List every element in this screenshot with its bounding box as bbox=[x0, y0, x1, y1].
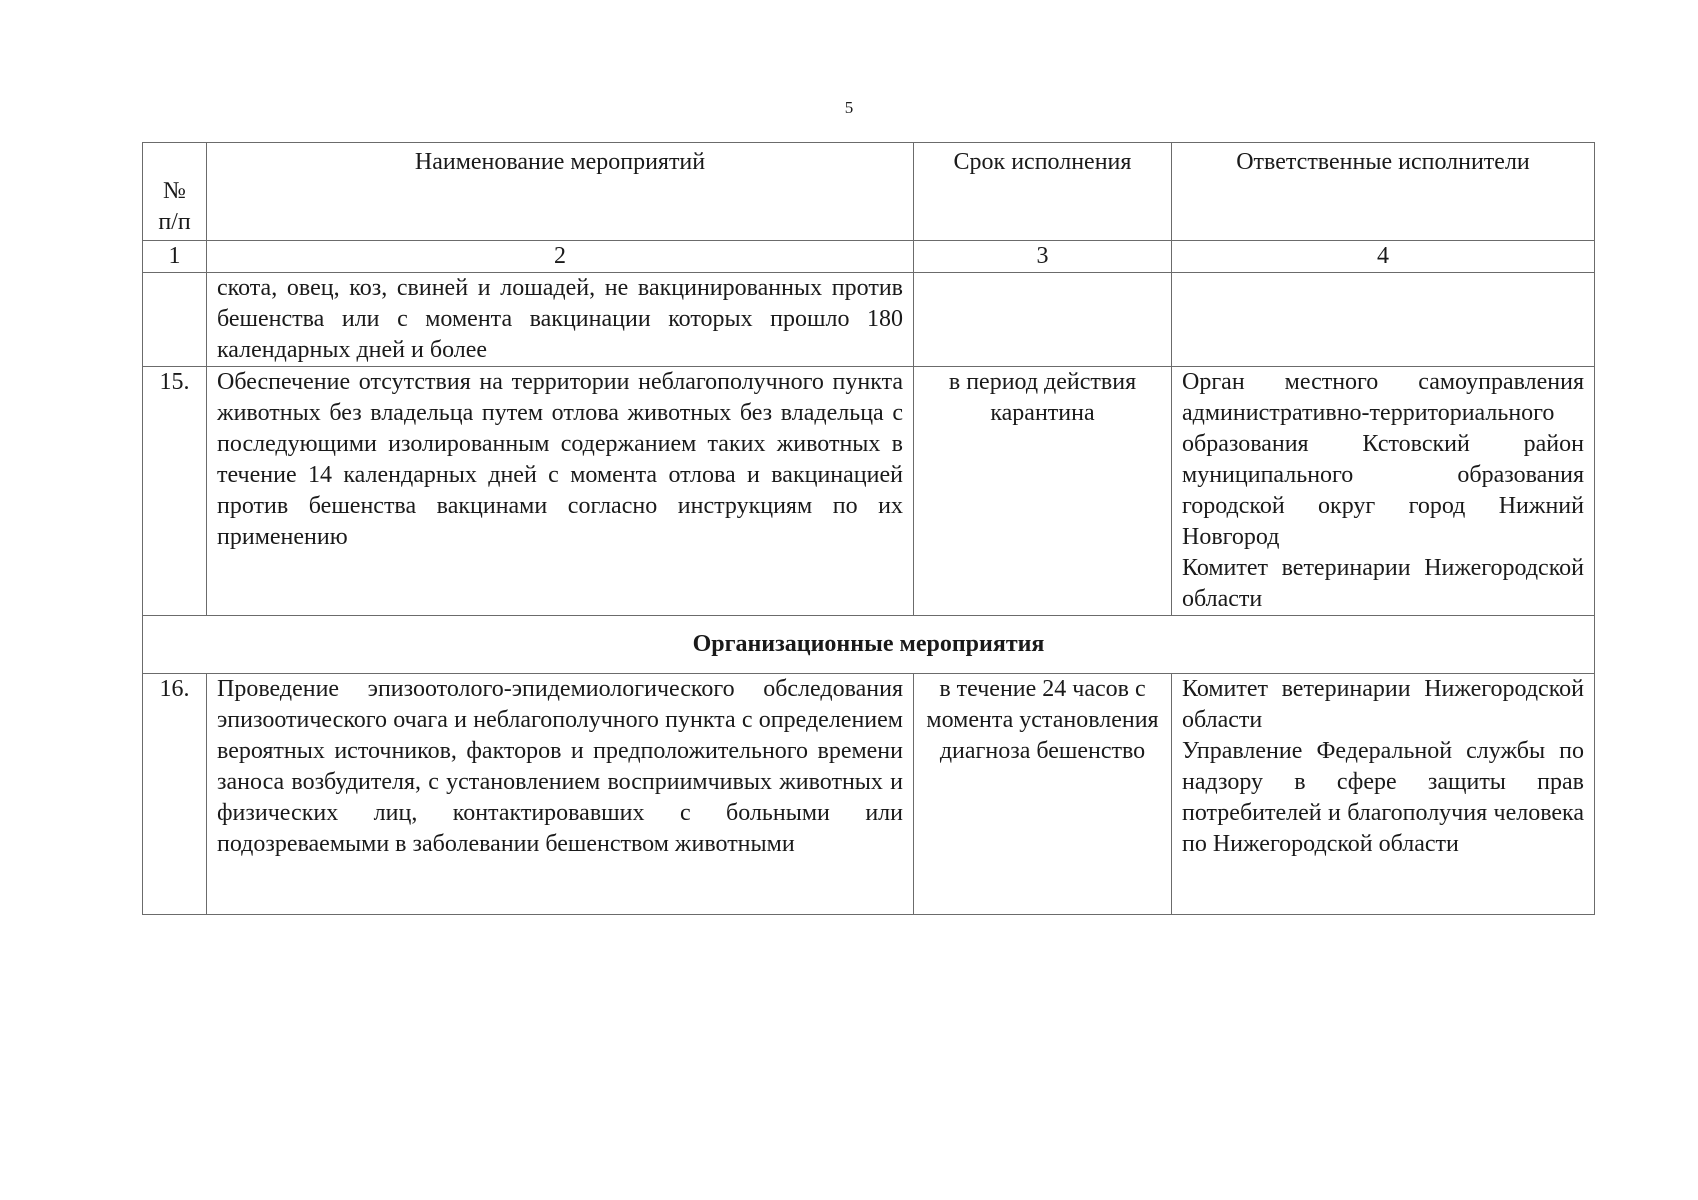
header-measure-name: Наименование мероприятий bbox=[207, 143, 914, 241]
row-number: 15. bbox=[143, 367, 207, 616]
header-number-sign: № bbox=[163, 178, 186, 204]
measures-table bbox=[142, 142, 1595, 915]
measure-term: в течение 24 часов с момента установления диагноза бешенство bbox=[914, 674, 1172, 915]
responsible-entity: Комитет ветеринарии Нижегородской области bbox=[1182, 555, 1584, 612]
column-index-2: 2 bbox=[207, 241, 914, 273]
table-header-row bbox=[143, 143, 1595, 241]
column-index-1: 1 bbox=[143, 241, 207, 273]
header-responsible: Ответственные исполнители bbox=[1172, 143, 1595, 241]
header-term: Срок исполнения bbox=[914, 143, 1172, 241]
row-number: 16. bbox=[143, 674, 207, 915]
table-row bbox=[143, 367, 1595, 616]
column-index-3: 3 bbox=[914, 241, 1172, 273]
row-number bbox=[143, 273, 207, 367]
section-header-row bbox=[143, 616, 1595, 674]
section-title: Организационные мероприятия bbox=[143, 616, 1595, 674]
column-index-row bbox=[143, 241, 1595, 273]
table-row bbox=[143, 674, 1595, 915]
page-number: 5 bbox=[844, 98, 854, 117]
measure-responsible bbox=[1172, 674, 1595, 915]
measure-responsible bbox=[1172, 273, 1595, 367]
responsible-entity: Комитет ветеринарии Нижегородской области bbox=[1182, 676, 1584, 733]
responsible-entity: Управление Федеральной службы по надзору в сфере защиты прав потребителей и благополучия человека по Нижегородской области bbox=[1182, 738, 1584, 857]
responsible-entity: Орган местного самоуправления административно-территориального образования Кстовский район муниципального образования городской округ город Нижний Новгород bbox=[1182, 369, 1584, 550]
measure-name: скота, овец, коз, свиней и лошадей, не вакцинированных против бешенства или с момента вакцинации которых прошло 180 календарных дней и более bbox=[207, 273, 914, 367]
table-row bbox=[143, 273, 1595, 367]
measure-name: Проведение эпизоотолого-эпидемиологического обследования эпизоотического очага и неблагополучного пункта с определением вероятных источников, факторов и предположительного времени заноса возбудителя, с установлением восприимчивых животных и физических лиц, контактировавших с больными или подозреваемыми в заболевании бешенством животными bbox=[207, 674, 914, 915]
measure-term: в период действия карантина bbox=[914, 367, 1172, 616]
measure-name: Обеспечение отсутствия на территории неблагополучного пункта животных без владельца путем отлова животных без владельца с последующими изолированным содержанием таких животных в течение 14 календарных дней с момента отлова и вакцинацией против бешенства вакцинами согласно инструкциям по их применению bbox=[207, 367, 914, 616]
measure-responsible bbox=[1172, 367, 1595, 616]
column-index-4: 4 bbox=[1172, 241, 1595, 273]
measure-term bbox=[914, 273, 1172, 367]
header-number-abbr: п/п bbox=[158, 209, 191, 235]
header-number bbox=[143, 143, 207, 241]
